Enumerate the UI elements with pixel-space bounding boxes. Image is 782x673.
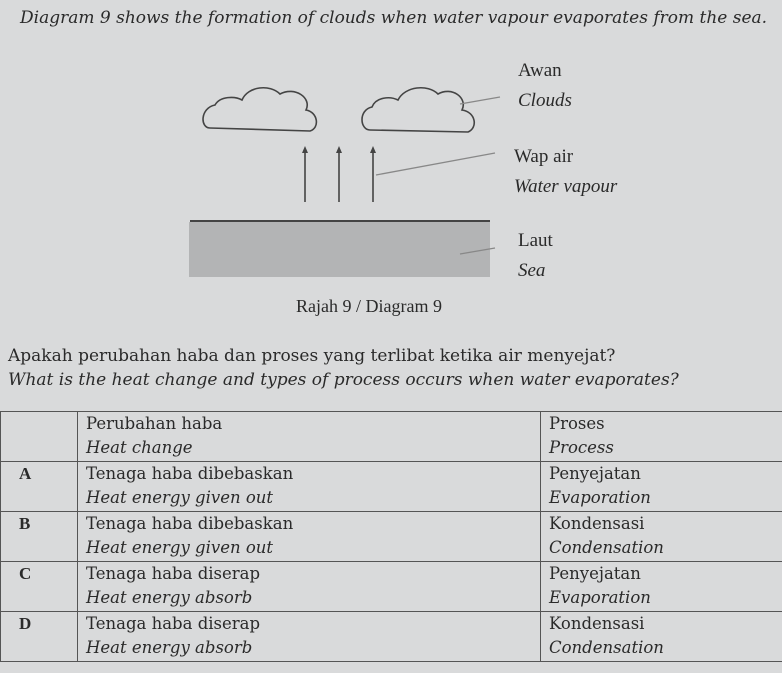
option-letter: D [1,612,78,662]
diagram-caption: Rajah 9 / Diagram 9 [296,296,442,316]
label-wap-air: Wap air [514,146,574,167]
cloud-left [203,88,316,131]
heat-en: Heat energy given out [86,538,274,557]
process-ms: Penyejatan [549,564,641,583]
table-header [1,412,782,462]
option-letter: C [1,562,78,612]
process-en: Evaporation [549,488,651,507]
question-malay: Apakah perubahan haba dan proses yang terlibat ketika air menyejat? [8,346,616,366]
heat-en: Heat energy given out [86,488,274,507]
label-water-vapour: Water vapour [514,176,618,197]
label-laut: Laut [518,230,553,251]
label-awan: Awan [518,60,562,81]
label-clouds: Clouds [518,90,572,111]
header-process-ms: Proses [549,414,605,433]
option-letter: A [1,462,78,512]
intro-text: Diagram 9 shows the formation of clouds when water vapour evaporates from the sea. [20,8,768,28]
option-letter: B [1,512,78,562]
header-heat-ms: Perubahan haba [86,414,223,433]
process-ms: Kondensasi [549,514,645,533]
process-ms: Penyejatan [549,464,641,483]
process-en: Evaporation [549,588,651,607]
heat-en: Heat energy absorb [86,588,253,607]
process-ms: Kondensasi [549,614,645,633]
heat-ms: Tenaga haba dibebaskan [86,464,294,483]
diagram-9 [0,0,782,300]
option-row-b[interactable] [1,512,782,562]
heat-en: Heat energy absorb [86,638,253,657]
sea-block [189,222,490,277]
heat-ms: Tenaga haba dibebaskan [86,514,294,533]
option-row-c[interactable] [1,562,782,612]
process-en: Condensation [549,638,664,657]
answer-table [0,411,782,662]
cloud-right [362,88,474,132]
label-sea: Sea [518,260,546,281]
option-row-a[interactable] [1,462,782,512]
header-process-en: Process [549,438,614,457]
process-en: Condensation [549,538,664,557]
heat-ms: Tenaga haba diserap [86,614,261,633]
header-heat-en: Heat change [86,438,193,457]
question-english: What is the heat change and types of process occurs when water evaporates? [8,370,679,390]
option-row-d[interactable] [1,612,782,662]
heat-ms: Tenaga haba diserap [86,564,261,583]
